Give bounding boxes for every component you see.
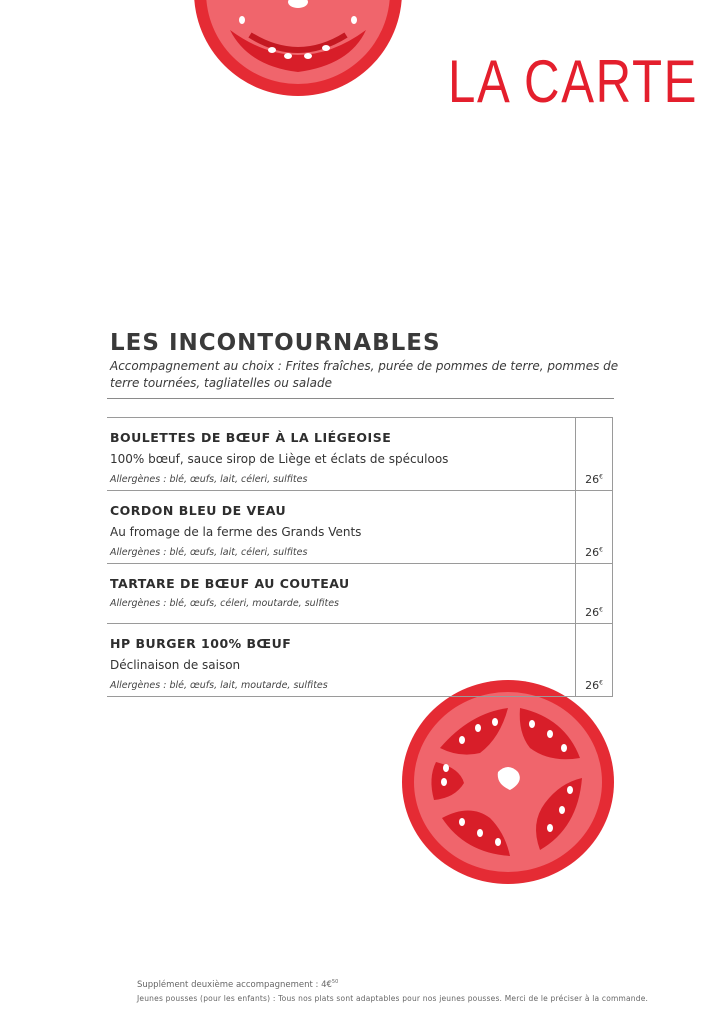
menu-row [107,564,613,624]
dish-description: 100% bœuf, sauce sirop de Liège et éclats de spéculoos [110,452,449,466]
tomato-slice-bottom-icon [400,678,616,888]
dish-price: 26€ [576,418,613,491]
dish-allergens: Allergènes : blé, œufs, lait, céleri, sulfites [110,547,308,558]
section-subtitle: Accompagnement au choix : Frites fraîches, purée de pommes de terre, pommes de terre tournées, tagliatelles ou salade [110,359,619,390]
dish-name: CORDON BLEU DE VEAU [110,503,287,518]
dish-price: 26€ [576,624,613,697]
kids-note: Jeunes pousses (pour les enfants) : Tous nos plats sont adaptables pour nos jeunes pousses. Merci de le préciser à la commande. [137,993,649,1003]
menu-table [107,417,613,697]
menu-row [107,624,613,697]
dish-price: 26€ [576,564,613,624]
section-title: LES INCONTOURNABLES [110,330,441,356]
dish-name: BOULETTES DE BŒUF À LA LIÉGEOISE [110,430,392,445]
footer-notes [137,975,648,1006]
dish-allergens: Allergènes : blé, œufs, céleri, moutarde, sulfites [110,598,339,609]
dish-description: Déclinaison de saison [110,658,241,672]
page-title: LA CARTE [448,48,699,115]
menu-row [107,491,613,564]
dish-description: Au fromage de la ferme des Grands Vents [110,525,362,539]
dish-allergens: Allergènes : blé, œufs, lait, céleri, sulfites [110,474,308,485]
dish-price: 26€ [576,491,613,564]
tomato-slice-top-icon [190,0,406,100]
menu-row [107,418,613,491]
supplement-note: Supplément deuxième accompagnement : 4€$^{50}$ [137,979,339,990]
dish-allergens: Allergènes : blé, œufs, lait, moutarde, sulfites [110,680,328,691]
dish-name: HP BURGER 100% BŒUF [110,636,292,651]
dish-name: TARTARE DE BŒUF AU COUTEAU [110,576,350,591]
divider [107,398,614,399]
